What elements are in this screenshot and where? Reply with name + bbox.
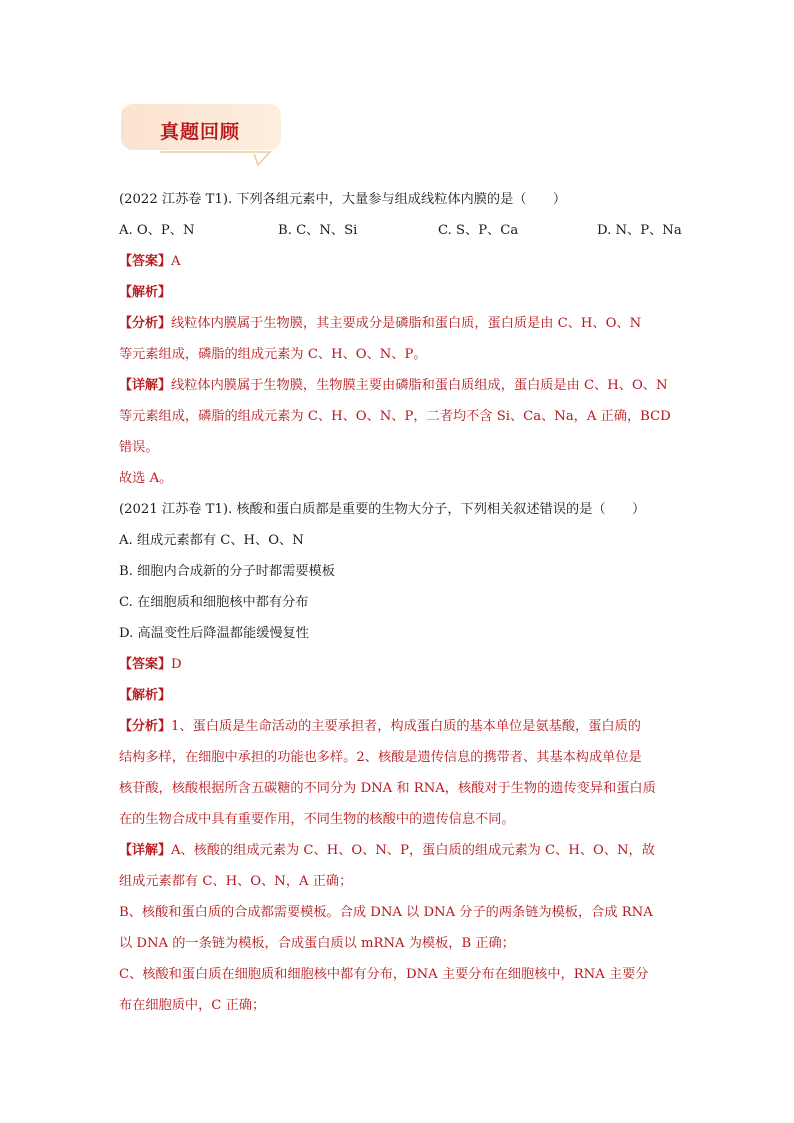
content <box>119 184 699 1021</box>
q1-stem: (2022 江苏卷 T1). 下列各组元素中，大量参与组成线粒体内膜的是（ ） <box>119 192 567 207</box>
q2-option-b: B. 细胞内合成新的分子时都需要模板 <box>119 564 335 579</box>
q2-stem: (2021 江苏卷 T1). 核酸和蛋白质都是重要的生物大分子，下列相关叙述错误的是（ ） <box>119 502 646 517</box>
q1-jiexi-tag: 【解析】 <box>119 285 172 300</box>
q2-fenxi-line-4: 在的生物合成中具有重要作用，不同生物的核酸中的遗传信息不同。 <box>119 812 515 827</box>
q2-option-a: A. 组成元素都有 C、H、O、N <box>119 533 304 548</box>
q1-conclusion: 故选 A。 <box>119 471 173 486</box>
q2-xiangjie-tag: 【详解】 <box>119 843 172 858</box>
q2-xiangjie-line-2: 组成元素都有 C、H、O、N，A 正确； <box>119 874 353 889</box>
section-banner <box>120 103 282 165</box>
q1-xiangjie-line-3: 错误。 <box>119 440 159 455</box>
q1-option-a: A. O、P、N <box>119 223 195 238</box>
q1-option-d: D. N、P、Na <box>597 223 682 238</box>
q1-option-b: B. C、N、Si <box>278 223 358 238</box>
q1-fenxi-text-1: 线粒体内膜属于生物膜，其主要成分是磷脂和蛋白质，蛋白质是由 C、H、O、N <box>171 316 642 331</box>
q1-answer-line <box>119 246 699 277</box>
q2-xiangjie-line-4: 以 DNA 的一条链为模板，合成蛋白质以 mRNA 为模板，B 正确； <box>119 936 515 951</box>
q1-fenxi-line-1 <box>119 308 699 339</box>
q2-fenxi-text-1: 1、蛋白质是生命活动的主要承担者，构成蛋白质的基本单位是氨基酸，蛋白质的 <box>171 719 641 734</box>
q2-jiexi-line <box>119 680 699 711</box>
q1-options <box>119 215 699 246</box>
q1-option-c: C. S、P、Ca <box>438 223 519 238</box>
q1-xiangjie-line-1 <box>119 370 699 401</box>
q2-answer: D <box>171 657 182 672</box>
q2-fenxi-line-2: 结构多样，在细胞中承担的功能也多样。2、核酸是遗传信息的携带者、其基本构成单位是 <box>119 750 642 765</box>
banner-title: 真题回顾 <box>159 121 240 143</box>
q1-answer-tag: 【答案】 <box>119 254 172 269</box>
q1-jiexi-line <box>119 277 699 308</box>
q2-fenxi-tag: 【分析】 <box>119 719 172 734</box>
q2-fenxi-line-3: 核苷酸，核酸根据所含五碳糖的不同分为 DNA 和 RNA，核酸对于生物的遗传变异和蛋白质 <box>119 781 656 796</box>
q1-answer: A <box>171 254 181 269</box>
q2-xiangjie-text-1: A、核酸的组成元素为 C、H、O、N、P，蛋白质的组成元素为 C、H、O、N，故 <box>171 843 655 858</box>
q2-jiexi-tag: 【解析】 <box>119 688 172 703</box>
q1-fenxi-tag: 【分析】 <box>119 316 172 331</box>
q2-xiangjie-line-1 <box>119 835 699 866</box>
q2-xiangjie-line-6: 布在细胞质中，C 正确； <box>119 998 266 1013</box>
q1-fenxi-line-2: 等元素组成，磷脂的组成元素为 C、H、O、N、P。 <box>119 347 427 362</box>
q2-option-c: C. 在细胞质和细胞核中都有分布 <box>119 595 309 610</box>
q2-xiangjie-line-3: B、核酸和蛋白质的合成都需要模板。合成 DNA 以 DNA 分子的两条链为模板，合成 RNA <box>119 905 653 920</box>
q2-answer-tag: 【答案】 <box>119 657 172 672</box>
q1-xiangjie-tag: 【详解】 <box>119 378 172 393</box>
q2-answer-line <box>119 649 699 680</box>
q2-xiangjie-line-5: C、核酸和蛋白质在细胞质和细胞核中都有分布，DNA 主要分布在细胞核中，RNA 主要分 <box>119 967 649 982</box>
q1-xiangjie-line-2: 等元素组成，磷脂的组成元素为 C、H、O、N、P，二者均不含 Si、Ca、Na，A 正确，BCD <box>119 409 671 424</box>
q2-fenxi-line-1 <box>119 711 699 742</box>
q2-option-d: D. 高温变性后降温都能缓慢复性 <box>119 626 309 641</box>
q1-xiangjie-text-1: 线粒体内膜属于生物膜，生物膜主要由磷脂和蛋白质组成，蛋白质是由 C、H、O、N <box>171 378 668 393</box>
